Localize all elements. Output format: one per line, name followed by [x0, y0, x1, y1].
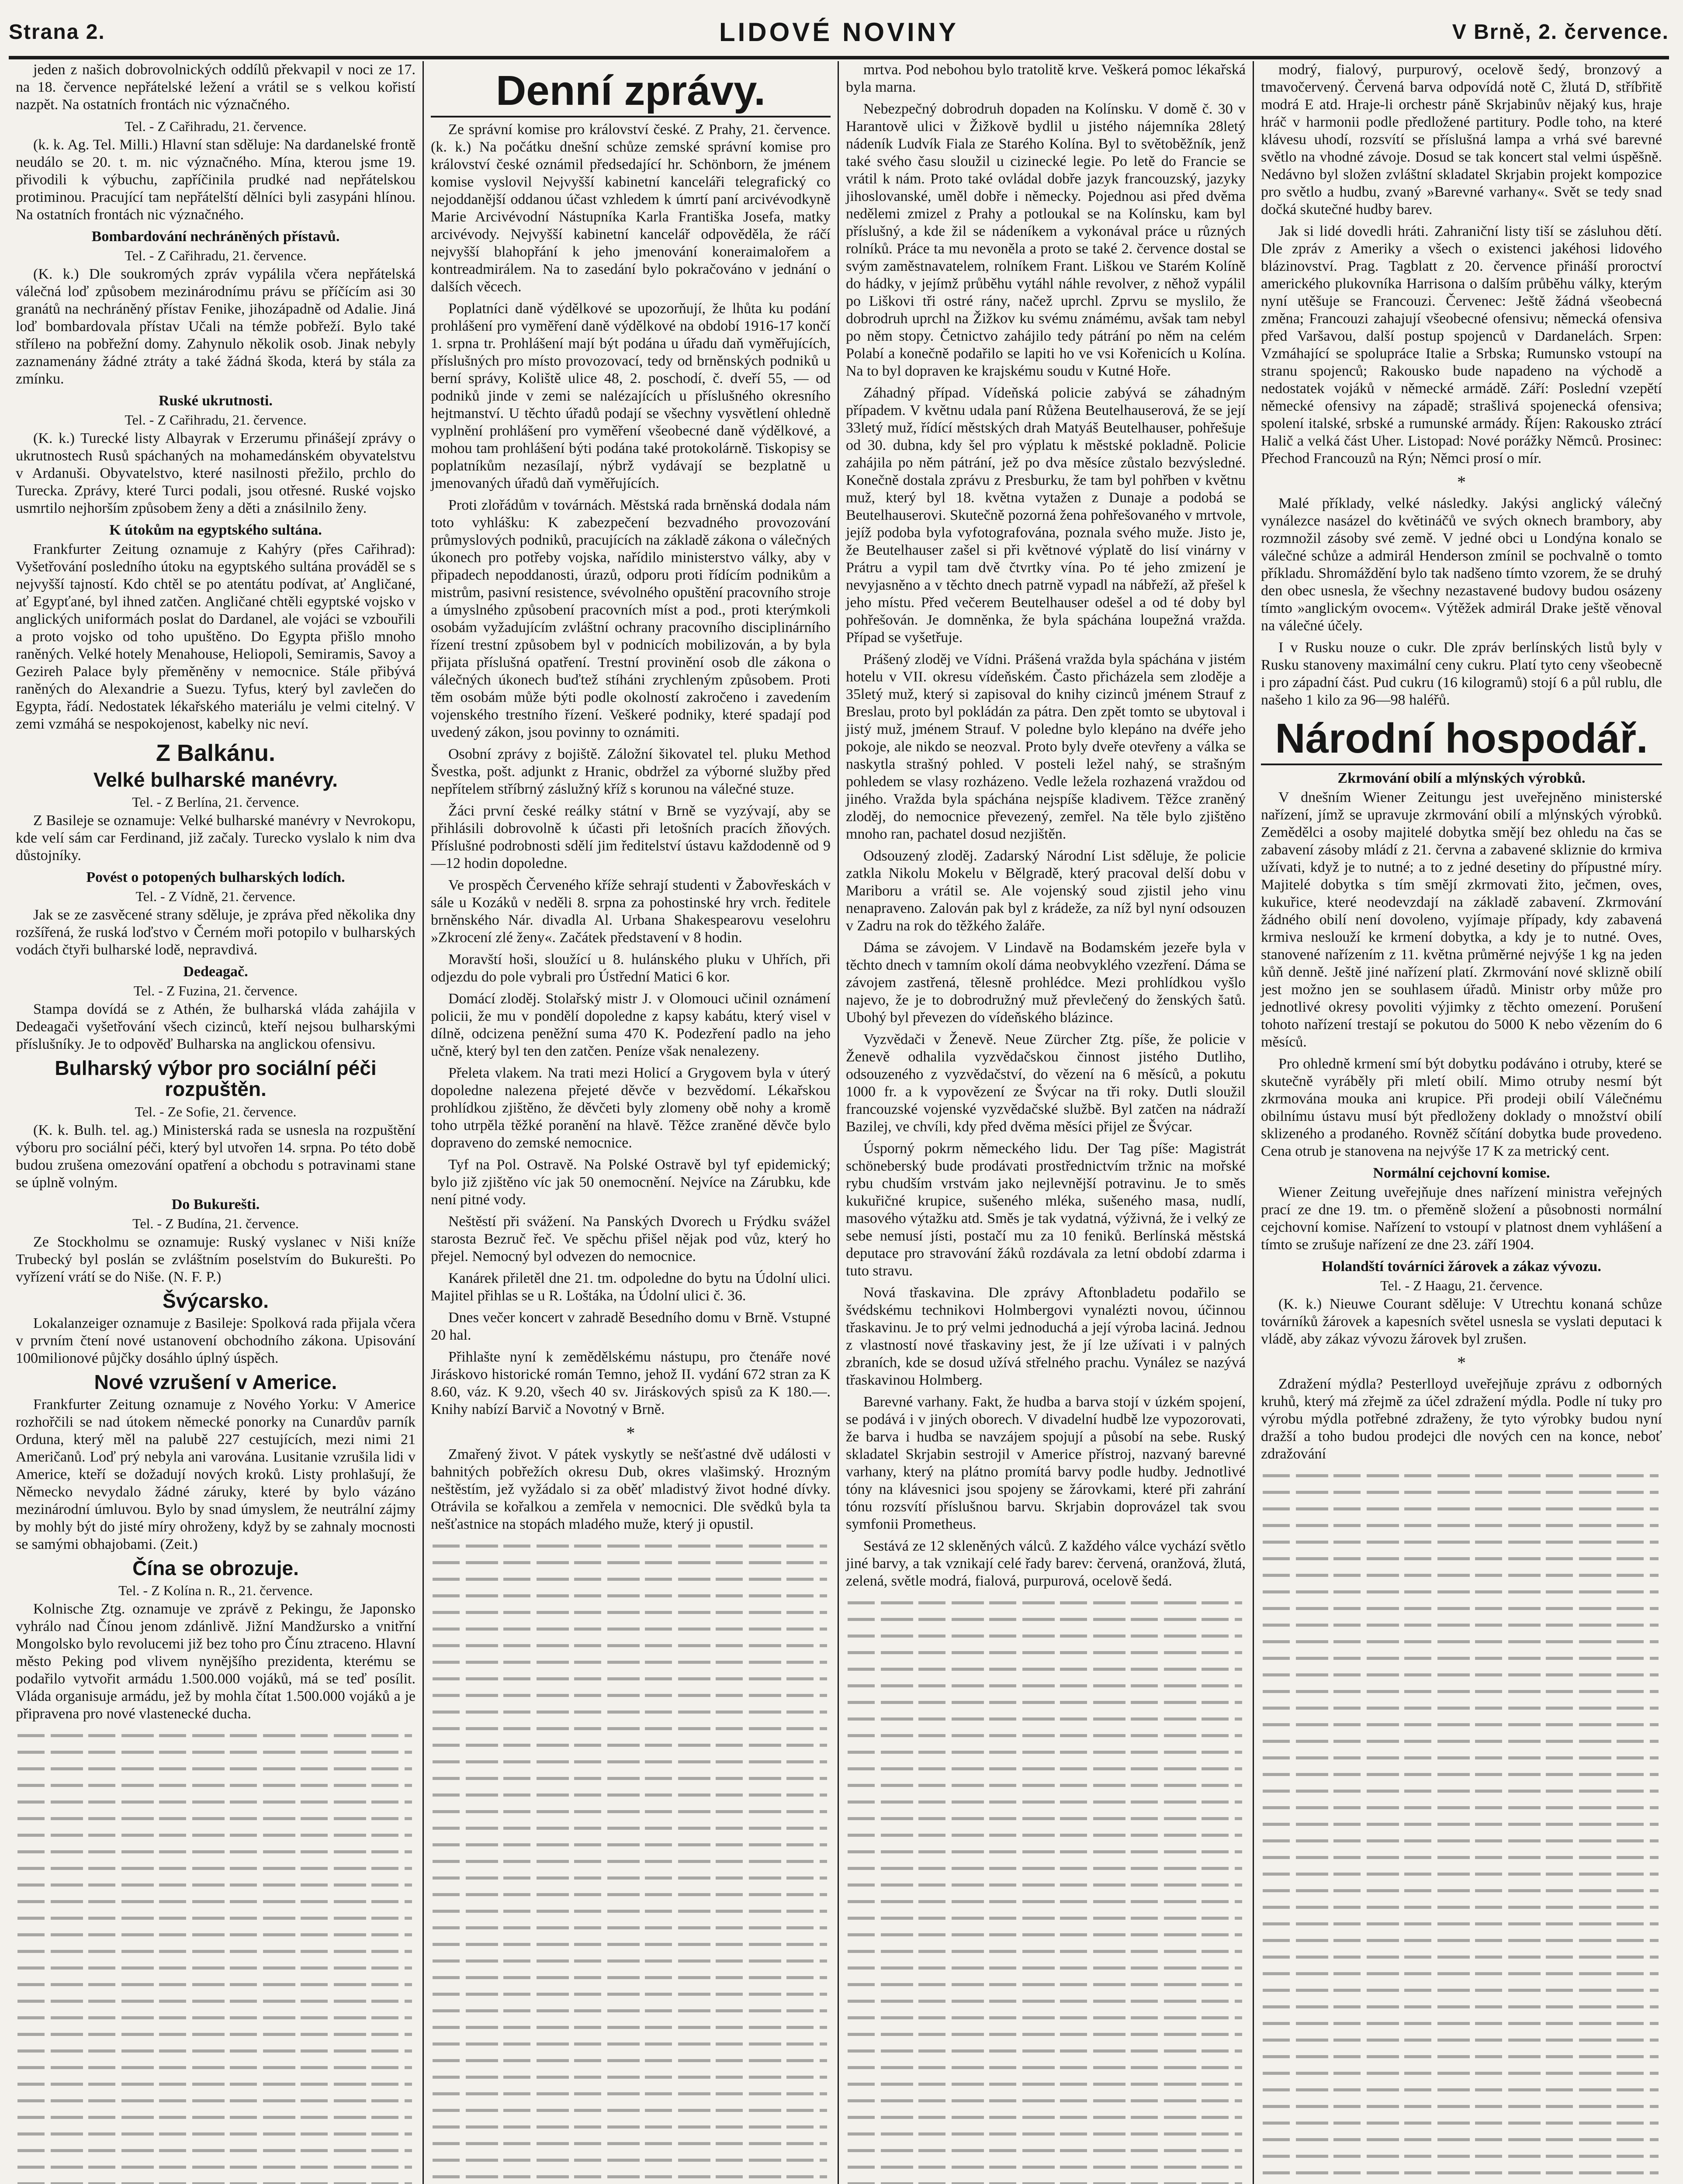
column-4: [1254, 61, 1669, 2184]
columns-container: [9, 61, 1669, 2184]
article-paragraph: Jak se ze zasvěcené strany sděluje, je zpráva před několika dny rozšířená, že ruská loďstvo v Černém moři potopilo v bulharských vodách čtyři bulharské lodě, nepravdivá.: [16, 906, 416, 958]
column-1: [9, 61, 424, 2184]
article-paragraph: Wiener Zeitung uveřejňuje dnes nařízení ministra veřejných prací ze dne 19. tm. o přeměně složení a působnosti normální cejchovní komise. Nařízení to vstoupí v platnost dnem vyhlášení a tímto se zrušuje nařízení ze dne 23. září 1904.: [1261, 1184, 1662, 1253]
section-heading: Bulharský výbor pro sociální péči rozpuštěn.: [55, 1056, 377, 1101]
dateline: Tel. - Z Cařihradu, 21. července.: [125, 118, 307, 134]
article-paragraph: Nebezpečný dobrodruh dopaden na Kolínsku. V domě č. 30 v Harantově ulici v Žižkově bydlil u jistého nájemníka 28letý nádeník Ludvík Fiala ze Starého Kolína. Byl to světoběžník, jenž také svého času sloužil u cizinecké legie. Po letě do Francie se vrátil k nám. Proto také ovládal dobře jazyk francouzský, jazyky jihoslovanské, uměl dobře i německy. Pojednou asi před dvěma nedělemi zmizel z Prahy a potloukal se na Kolínsku, kam byl příslušný, a kde žil se nádeníkem a vykonával práce u různých rolníků. Práce ta mu nevoněla a proto se také 2. července dostal se svým zaměstnavatelem, rolníkem Frant. Liškou ve Starém Kolíně do hádky, v jejímž průběhu vytáhl náhle revolver, z něhož vypálil po Liškovi tři ostré rány, načež uprchl. Zprvu se myslilo, že dobrodruh uprchl na Žižkov ku svému známému, avšak tam nebyl po něm stopy. Četnictvo zahájilo tedy pátrání po něm na celém Polabí a konečně podařilo se lapiti ho ve vsi Kořenicích u Kolína. Na to byl dopraven ke krajskému soudu v Kutné Hoře.: [846, 101, 1246, 379]
article-paragraph: (K. k.) Nieuwe Courant sděluje: V Utrechtu konaná schůze továrníků žárovek a kapesních světel usnesla se vyslati deputaci k vládě, aby zákaz vývozu žárovek byl zrušen.: [1261, 1296, 1662, 1347]
section-heading: Švýcarsko.: [163, 1289, 269, 1312]
article-paragraph: (K. k. Bulh. tel. ag.) Ministerská rada se usnesla na rozpuštění výboru pro sociální péči, který byl utvořen 14. srpna. Po této době budou zrušena omezování opatření a obchodu s potravinami stane se úplně volným.: [16, 1122, 416, 1191]
dateline: Tel. - Z Haagu, 21. července.: [1380, 1277, 1543, 1293]
article-paragraph: Proti zlořádům v továrnách. Městská rada brněnská dodala nám toto vyhlášku: K zabezpečení bezvadného provozování průmyslových podniků, pracujících na základě zákona o válečných úkonech pro potřeby vojska, nařídilo ministerstvo války, aby v připadech nepoddanosti, úrazů, odporu proti řídícím podnikům a mistrům, pasivní resistence, svévolného opuštění pracovního stroje a úmyslného způsobení pracovních míst a pod., proti kterýmkoli osobám vyžadujícím zvláštní ochrany pracovního disciplinárního řízení trestní způsobem byl v podnicích mobilizován, a by byla přijata příslušná opatření. Trestní provinění osob dle zákona o válečných úkonech buďtež stíháni zrychleným způsobem. Proti těm osobám může býti podle okolností zakročeno i zavedením vojenského trestního řízení. Veškeré podniky, které spadají pod uvedený zákon, jsou povinny to oznámiti.: [431, 497, 831, 740]
print-texture: [1261, 1467, 1662, 2184]
article-paragraph: Přihlašte nyní k zemědělskému nástupu, pro čtenáře nové Jiráskovo historické román Temno, jehož II. vydání 672 stran za K 8.60, váz. K 9.20, všech 40 sv. Jiráskových spisů za K 180.—. Knihy nabízí Barvič a Novotný v Brně.: [431, 1348, 831, 1417]
article-paragraph: Stampa dovídá se z Athén, že bulharská vláda zahájila v Dedeagači vyšetřování všech cizinců, kteří nejsou bulharskými příslušníky. Je to odpověď Bulharska na anglickou ofensivu.: [16, 1001, 416, 1052]
article-paragraph: Dnes večer koncert v zahradě Besedního domu v Brně. Vstupné 20 hal.: [431, 1309, 831, 1343]
article-paragraph: (k. k. Ag. Tel. Milli.) Hlavní stan sděluje: Na dardanelské frontě neudálo se 20. t. m. nic význačného. Mína, kterou jsme 19. přivodili k výbuchu, zapříčinila prudké nad nepřátelskou protiminou. Pracující tam nepřátelští dělníci byli zasypáni hlínou. Na ostatních frontách nic význačného.: [16, 137, 416, 223]
article-paragraph: Poplatníci daně výdělkové se upozorňují, že lhůta ku podání prohlášení pro vyměření daně výdělkové na období 1916-17 končí 1. srpna tr. Prohlášení mají být podána u úřadu daň vyměřujících, příslušných pro místo provozovací, tedy od brněnských podniků u berní správy, Koliště ulice 48, 2. poschodí, č. dveří 55, — od podniků jinde v zemi se nalézajících u příslušného okresního hejtmanství. U těchto úřadů podají se všechny vysvětlení ohledně vyplnění prohlášení pro vyměření všeobecné daně výdělkové, a mohou tam prohlášení býti podána také protokolárně. Tiskopisy se poplatníkům nezasílají, nýbrž vydávají se bezplatně u jmenovaných úřadů daň vyměřujících.: [431, 300, 831, 491]
article-paragraph: I v Rusku nouze o cukr. Dle zpráv berlínských listů byly v Rusku stanoveny maximální ceny cukru. Platí tyto ceny všeobecně i pro západní část. Pud cukru (16 kilogramů) stojí 6 a půl rublu, dle našeho 1 kilo za 96—98 haléřů.: [1261, 639, 1662, 708]
section-separator: *: [1457, 1352, 1466, 1372]
newspaper-title: LIDOVÉ NOVINY: [719, 17, 959, 47]
article-paragraph: Sestává ze 12 skleněných válců. Z každého válce vychází světlo jiné barvy, a tak vznikají celé řady barev: červená, oranžová, žlutá, zelená, světle modrá, fialová, purpurová, ocelově šedá.: [846, 1538, 1246, 1589]
item-heading: Dedeagač.: [183, 963, 248, 980]
masthead: [9, 8, 1669, 59]
article-paragraph: jeden z našich dobrovolnických oddílů překvapil v noci ze 17. na 18. července nepřátelské ležení a vrátil se s velkou kořistí nazpět. Na ostatních frontách nic význačného.: [16, 62, 416, 113]
issue-date: V Brně, 2. července.: [1452, 20, 1669, 44]
section-heading: Národní hospodář.: [1261, 717, 1662, 765]
article-paragraph: Jak si lidé dovedli hráti. Zahraniční listy tiší se zásluhou dětí. Dle zpráv z Ameriky a všech o existenci jakéhosi lidového blázinovství. Prag. Tagblatt z 20. července přináší proroctví amerického plukovníka Harrisona o dalším průběhu války, kterým nyní utěšuje se Francouzi. Červenec: Ještě žádná všeobecná změna; Francouzi zahajují všeobecné ofensivu; německá ofensiva před Varšavou, další postup spojenců v Dardanelách. Srpen: Vzmáhající se spolupráce Italie a Srbska; Rumunsko vstoupí na stranu spojenců; Rakousko bude napadeno na východě a nedostatek vojáků v německé armádě. Září: Poslední vzepětí německé ofensivy na západě; strašlivá spojenecká ofensiva; spolení italské, srbské a rumunské armády. Říjen: Rakousko ztrácí Halič a velká část Uher. Listopad: Nové porážky Němců. Prosinec: Přechod Francouzů na Rýn; Němci prosí o mír.: [1261, 223, 1662, 467]
article-paragraph: Malé příklady, velké následky. Jakýsi anglický válečný vynálezce nasázel do květináčů ve svých oknech brambory, aby rozmnožil zásoby své země. V jedné obci u Londýna konalo se válečné schůze a admirál Henderson zmínil se pochvalně o tomto příkladu. Shromáždění bylo tak nadšeno tímto vzorem, že se druhý den obec usnesla, že všechny nezastavené budovy budou osázeny tímto »anglickým ovocem«. Výtěžek admirál Drake ještě věnoval na válečné účely.: [1261, 495, 1662, 634]
article-paragraph: Frankfurter Zeitung oznamuje z Kahýry (přes Cařihrad): Vyšetřování posledního útoku na egyptského sultána prováděl se s nejvyšší tajností. Kdo chtěl se po atentátu podívat, ať Angličané, ať Egypťané, byl ihned zatčen. Angličané chtěli egyptské vojsko v anglických uniformách poslat do Dardanel, ale vojáci se vzbouřili a proto vojsko od toho upuštěno. Do Egypta přišlo mnoho raněných. Velké hotely Menahouse, Heliopoli, Semiramis, Savoy a Gezireh Palace byly přeměněny v nemocnice. Stále přibývá raněných do Alexandrie a Suezu. Tyfus, který byl zavlečen do Egypta, řádí. Nedostatek lékařského materiálu je velmi citelný. V zemi vzmáhá se nespokojenost, kabelky nic neví.: [16, 541, 416, 732]
article-paragraph: modrý, fialový, purpurový, ocelově šedý, bronzový a tmavočervený. Červená barva odpovídá notě C, žlutá D, stříbřitě modrá E atd. Hraje-li orchestr páně Skrjabinův nějaký kus, hraje hráč v harmonii podle předložené partitury. Podle toho, na které klávesu uhodí, rozsvítí se příslušná lampa a vrhá své barevné světlo na vhodné závoje. Dosud se tak koncert stal velmi úspěšně. Nedávno byl složen zvláštní skladatel Skrjabin projekt kompozice pro světlo a hudbu, zvaný »Barevné varhany«. Svět se tedy snad dočká skutečné hudby barev.: [1261, 62, 1662, 218]
article-paragraph: Dáma se závojem. V Lindavě na Bodamském jezeře byla v těchto dnech v tamním okolí dáma neobvyklého vzezření. Dáma se závojem zastřená, tělesně prohlédce. Mezi prohlídkou vyšlo najevo, že je to dobrodružný muž převlečený do ženských šatů. Ubohý byl převezen do vídeňského blázince.: [846, 940, 1246, 1026]
item-heading: Do Bukurešti.: [171, 1196, 260, 1213]
item-heading: Zkrmování obilí a mlýnských výrobků.: [1337, 770, 1586, 786]
item-heading: Bombardování nechráněných přístavů.: [91, 228, 340, 245]
article-paragraph: Z Basileje se oznamuje: Velké bulharské manévry v Nevrokopu, kde velí sám car Ferdinand, již začaly. Turecko vyslalo k nim dva důstojníky.: [16, 812, 416, 864]
item-heading: Normální cejchovní komise.: [1373, 1165, 1550, 1181]
dateline: Tel. - Z Kolína n. R., 21. července.: [118, 1583, 313, 1599]
article-paragraph: Vyzvědači v Ženevě. Neue Zürcher Ztg. píše, že policie v Ženevě odhalila vyzvědačskou činnost jistého Dutliho, odsouzeného z vyzvědačství, do vězení na 6 měsíců, a pokutu 1000 fr. a k vypovězení ze Švýcar na tři roky. Dutli sloužil francouzské vojenské vyzvědačské službě. Byl zatčen na nádraží Bazilej, ve chvíli, kdy před dvěma měsíci přijel ze Švýcar.: [846, 1031, 1246, 1135]
article-paragraph: Barevné varhany. Fakt, že hudba a barva stojí v úzkém spojení, se podává i v jiných oborech. V divadelní hudbě lze vypozorovati, že barva i hudba se navzájem spojují a působí na sebe. Ruský skladatel Skrjabin sestrojil v Americe přístroj, nazvaný barevné varhany, který na plátno promítá barvy podle hudby. Jednotlivé tóny na klávesnici jsou spojeny se žárovkami, které při zahrání tónu rozsvítí příslušnou barvu. Skrjabin doprovázel tak svou symfonii Prometheus.: [846, 1394, 1246, 1532]
dateline: Tel. - Z Budína, 21. července.: [132, 1215, 299, 1231]
dateline: Tel. - Z Cařihradu, 21. července.: [125, 248, 307, 263]
article-paragraph: Lokalanzeiger oznamuje z Basileje: Spolková rada přijala včera v prvním čtení nové ustanovení obchodního zákona. Upisování 100milionové půjčky dosáhlo úplný úspěch.: [16, 1315, 416, 1366]
article-paragraph: (K. k.) Dle soukromých zpráv vypálila včera nepřátelská válečná loď způsobem mezinárodnímu právu se příčícím asi 30 granátů na nechráněný přístav Fenike, jihozápadně od Adalie. Jiná loď bombardovala přístav Učali na témže pobřeží. Bylo také střílено na pobřežní domy. Zahynulo několik osob. Jinak nebyly zaznamenány žádné ztráty a také žádná škoda, která by stála za zmínku.: [16, 266, 416, 387]
article-paragraph: Osobní zprávy z bojiště. Záložní šikovatel tel. pluku Method Švestka, pošt. adjunkt z Hranic, obdržel za výborné služby před nepřítelem stříbrný záslužný kříž s korunou na válečné stuze.: [431, 746, 831, 797]
article-paragraph: Úsporný pokrm německého lidu. Der Tag píše: Magistrát schöneberský bude prodávati prostřednictvím tržnic na mořské rybu chudším vrstvám jako nejlevnější potravinu. Je to směs kukuřičné krupice, sušeného mléka, sušeného masa, nudlí, masového výtažku atd. Směs je tak vydatná, výživná, že i velký ze sebe nemusí jísti, postačí mu za 10 feniků. Berlínská městská deputace pro stravování žáků rozdávala za letní období zdarma i tuto stravu.: [846, 1140, 1246, 1279]
section-heading: Velké bulharské manévry.: [93, 768, 338, 791]
print-texture: [431, 1538, 831, 2184]
dateline: Tel. - Z Fuzina, 21. července.: [133, 982, 298, 999]
section-heading: Denní zprávy.: [431, 69, 831, 117]
page-number: Strana 2.: [9, 20, 105, 44]
dateline: Tel. - Z Vídně, 21. července.: [135, 888, 296, 904]
article-paragraph: Prášený zloděj ve Vídni. Prášená vražda byla spáchána v jistém hotelu v VII. okresu vídeňském. Často přicházela sem zloděje a 35letý muž, který si zapisoval do knihy cizinců jménem Strauf z Breslau, proto byl pokládán za pátra. Den zpět tomto se ubytoval i jistý muž, jménem Strauf. V poledne bylo klepáno na dvéře jeho pokoje, ale nikdo se neozval. Proto byly dveře otevřeny a válka se naskytla strašný pohled. V posteli ležel nahý, se strašným pohledem se vlasy rozházeno. Vedle ležela rozhazená vraždou od jiného. Vražda byla spáchána nejspíše kladivem. Těžce zraněný zloděj, do nemocnice převezený, zemřel. Na těle bylo zjištěno mnoho ran, pachatel dosud nezjištěn.: [846, 651, 1246, 842]
article-paragraph: Tyf na Pol. Ostravě. Na Polské Ostravě byl tyf epidemický; bylo již zjištěno víc jak 50 onemocnění. Nejvíce na Zárubku, kde není pitné vody.: [431, 1156, 831, 1208]
article-paragraph: Ve prospěch Červeného kříže sehrají studenti v Žabovřeskách v sále u Kozáků v neděli 8. srpna za pohostinské hry vrch. ředitele brněnského Nár. divadla Al. Urbana Shakespearovu veselohru »Zkrocení zlé ženy«. Začátek představení v 8 hodin.: [431, 877, 831, 946]
article-paragraph: Zdražení mýdla? Pesterlloyd uveřejňuje zprávu z odborných kruhů, který má zřejmě za účel zdražení mýdla. Podle ní tuky pro výrobu mýdla potřebné zdraženy, že tyto výrobky budou nyní dražší a toho budou prodejci dle nových cen na konce, neboť zdražování: [1261, 1375, 1662, 1462]
item-heading: K útokům na egyptského sultána.: [109, 522, 322, 538]
article-paragraph: Nová třaskavina. Dle zprávy Aftonbladetu podařilo se švédskému technikovi Holmbergovi vynalézti novou, účinnou třaskavinu. Je to prý velmi jednoduchá a její výroba laciná. Jednou z vlastností nové třaskaviny jest, že jí lze užívati i v palných zbraních, kde se dosud užívá střelného prachu. Vynález se nazývá třaskavinou Holmberg.: [846, 1285, 1246, 1388]
column-2: [424, 61, 839, 2184]
item-heading: Holandští továrníci žárovek a zákaz vývozu.: [1322, 1258, 1601, 1275]
article-paragraph: Moravští hoši, sloužící u 8. hulánského pluku v Uhřích, při odjezdu do pole vybrali pro Ústřední Matici 6 kor.: [431, 951, 831, 985]
article-paragraph: Žáci první české reálky státní v Brně se vyzývají, aby se přihlásili dobrovolně k účasti při letošních pracích žňových. Příslušné podrobnosti sdělí jim ředitelství ústavu každodenně od 9—12 hodin dopoledne.: [431, 802, 831, 871]
article-paragraph: Přeleta vlakem. Na trati mezi Holicí a Grygovem byla v úterý dopoledne nalezena přejeté děvče v bezvědomí. Lékařskou prohlídkou zjištěno, že děvčeti byly zlomeny obě nohy a kromě toho utrpěla těžké poranění na hlavě. Těžce zraněné děvče bylo dopraveno do zemské nemocnice.: [431, 1064, 831, 1151]
column-3: [839, 61, 1254, 2184]
section-separator: *: [626, 1423, 635, 1443]
item-heading: Ruské ukrutnosti.: [159, 393, 273, 409]
article-paragraph: Kolnische Ztg. oznamuje ve zprávě z Pekingu, že Japonsko vyhrálo nad Čínou jenom zdánlivě. Jižní Mandžursko a vnitřní Mongolsko bylo revolucemi již bez toho pro Čínu ztraceno. Hlavní město Peking pod vlivem nynějšího prezidenta, kterému se podařilo vytvořit armádu 1.500.000 vojáků, má se teď posílit. Vláda organisuje armádu, jež by mohla čítat 1.500.000 vojáků a je připravena pro nové vlastenecké ducha.: [16, 1601, 416, 1722]
article-paragraph: Neštěstí při svážení. Na Panských Dvorech u Frýdku svážel starosta Bezruč řeč. Ve spěchu přišel nějak pod vůz, který ho přejel. Nemocný byl odvezen do nemocnice.: [431, 1213, 831, 1265]
article-paragraph: Ze správní komise pro království české. Z Prahy, 21. července. (k. k.) Na počátku dnešní schůze zemské správní komise pro království české oznámil předsedající hr. Schönborn, že jménem komise vyslovil Nejvyšší kabinetní kanceláři telegrafický co nejoddanější oddanou účast vzhledem k úmrtí paní arcivévodkyně Marie Arcivévodní Nástupníka Karla Františka Josefa, matky arcivévody. Nejvyšší kabinetní kancelář odpověděla, že ráčí nejvyšší blahopřání k jeho jmenování koneraimalořem a kontreadmirálem. Na to zasedání bylo pokračováno v jednání o dalších věcech.: [431, 121, 831, 295]
section-separator: *: [1457, 472, 1466, 492]
article-paragraph: Pro ohledně krmení smí být dobytku podáváno i otruby, které se skutečně vyráběly při mletí obilí. Mimo otruby nesmí být zkrmována mouka ani krupice. Při prodeji obilí Válečnému obilnímu ústavu musí být předloženy doklady o množství obilí sklizeného a prodaného. Rovněž sčítání dobytka bude provedeno. Cena otrub je stanovena na nejvýše 17 K za metrický cent.: [1261, 1055, 1662, 1159]
section-heading: Z Balkánu.: [156, 740, 276, 766]
article-paragraph: Kanárek přiletěl dne 21. tm. odpoledne do bytu na Údolní ulici. Majitel přihlas se u R. Loštáka, na Údolní ulici č. 36.: [431, 1270, 831, 1304]
section-heading: Čína se obrozuje.: [132, 1557, 299, 1580]
article-paragraph: (K. k.) Turecké listy Albayrak v Erzerumu přinášejí zprávy o ukrutnostech Rusů spáchaných na mohamedánském obyvatelstvu v Ardanuši. Obyvatelstvo, které nasilnosti přežilo, prchlo do Turecka. Zprávy, které Turci podali, jsou otřesné. Ruské vojsko usmrtilo nejhorším způsobem ženy a děti a znásilnilo ženy.: [16, 430, 416, 516]
dateline: Tel. - Z Berlína, 21. července.: [132, 794, 299, 810]
print-texture: [846, 1594, 1246, 2184]
section-heading: Nové vzrušení v Americe.: [94, 1370, 337, 1393]
article-paragraph: Ze Stockholmu se oznamuje: Ruský vyslanec v Niši kníže Trubecký byl poslán se zvláštním poselstvím do Bukurešti. Po vyřízení vrátí se do Niše. (N. F. P.): [16, 1234, 416, 1285]
dateline: Tel. - Ze Sofie, 21. července.: [135, 1103, 297, 1120]
print-texture: [16, 1727, 416, 2184]
article-paragraph: Záhadný případ. Vídeňská policie zabývá se záhadným případem. V květnu udala paní Růžena Beutelhauserová, že se její 33letý muž, řídící městských drah Matyáš Beutelhauser, pohřešuje od 30. dubna, kdy šel pro výplatu k městské pokladně. Policie zahájila po něm pátrání, jež po dva měsíce zůstalo bezvýsledné. Konečně dostala zprávu z Presburku, že tam byl pohřben v květnu muž, který byl 18. května vytažen z Dunaje a podobá se Beutelhauserovi. Skutečně pozorná žena pohřešovaného v mrtvole, jejíž podoba byla vyfotografována, poznala svého muže. Jisto je, že Beutelhauser zašel si při květnové výplatě do lisí vinárny v Prátru a vypil tam dvě čtvrtky vína. Po té jeho zmizení je nevyjasněno a v těchto dnech patrně vypadl na nábřeží, až přešel k jeho místu. Před večerem Beutelhauser odešel a od té doby byl pohřešován. Je domněnka, že byla spáchána loupežná vražda. Případ se vyšetřuje.: [846, 385, 1246, 646]
article-paragraph: Domácí zloděj. Stolařský mistr J. v Olomouci učinil oznámení policii, že mu v pondělí dopoledne z kapsy kabátu, který visel v dílně, odcizena peněžní suma 470 K. Podezření padlo na jeho učně, který byl ten den zatčen. Peníze však nenalezeny.: [431, 990, 831, 1059]
article-paragraph: Odsouzený zloděj. Zadarský Národní List sděluje, že policie zatkla Nikolu Mokelu v Bělgradě, který pracoval delší dobu v Mariboru a vrátil se. Ale vojenský soud zjistil jeho vinu nenapraveno. Zalován pak byl z krádeže, za níž byl nyní odsouzen v Zadru na rok do těžkého žaláře.: [846, 848, 1246, 934]
item-heading: Povést o potopených bulharských lodích.: [86, 869, 345, 885]
article-paragraph: V dnešním Wiener Zeitungu jest uveřejněno ministerské nařízení, jímž se upravuje zkrmování obilí a mlýnských výrobků. Zemědělci a osoby majitelé dobytka smějí bez ohledu na čas se zabavení zásoby mládí z 21. června a zabavené skliznie do krmiva užívati, když je to nutné; a to z jedné desetiny do přípustné míry. Majitelé dobytka s tím smějí zkrmovati žito, ječmen, oves, kukuřice, které neodevzdají na základě zabavení. Zkrmování žádného obilí není dovoleno, vyjímaje případy, kdy zabavená krmiva neslouží ke krmení dobytka, a kdy je to nutné. Oves, stanovené nařízením z 11. května průměrné nejvýše 1 kg na jeden kůň denně. Ještě jiné nařízení platí. Zkrmování nové sklizně obilí jest možno jen se souhlasem úřadů. Ministr orby může pro jednotlivé okresy povoliti výjimky z těchto omezení. Porušení tohoto nařízení trestají se pokutou do 5000 K nebo vězením do 6 měsíců.: [1261, 789, 1662, 1050]
article-paragraph: Zmařený život. V pátek vyskytly se nešťastné dvě události v bahnitých pobřežích okresu Dub, okres vlašimský. Hrozným neštěstím, jež vyžádalo si za oběť mladistvý život hodné dívky. Otrávila se kořalkou a zemřela v nemocnici. Dle svědků byla ta nešťastnice na stopách mladého muže, který ji opustil.: [431, 1446, 831, 1532]
article-paragraph: mrtva. Pod nebohou bylo tratolitě krve. Veškerá pomoc lékařská byla marna.: [846, 62, 1246, 95]
dateline: Tel. - Z Cařihradu, 21. července.: [125, 412, 307, 428]
article-paragraph: Frankfurter Zeitung oznamuje z Nového Yorku: V Americe rozhořčili se nad útokem německé ponorky na Cunardův parník Orduna, který měl na palubě 227 cestujících, mezi nimi 21 Američanů. Loď prý nebyla ani varována. Lusitanie vzrušila lidi v Americe, kteří se dožadují nových kroků. Listy prohlašují, že Německo nevydalo žádné záruky, které by bylo vázáno mezinárodní úmluvou. Bylo by snad úmyslem, že neutrální zájmy by mohly být do jisté míry ohroženy, když by se zahnaly mocnosti se samými obhajobami. (Zeit.): [16, 1396, 416, 1553]
